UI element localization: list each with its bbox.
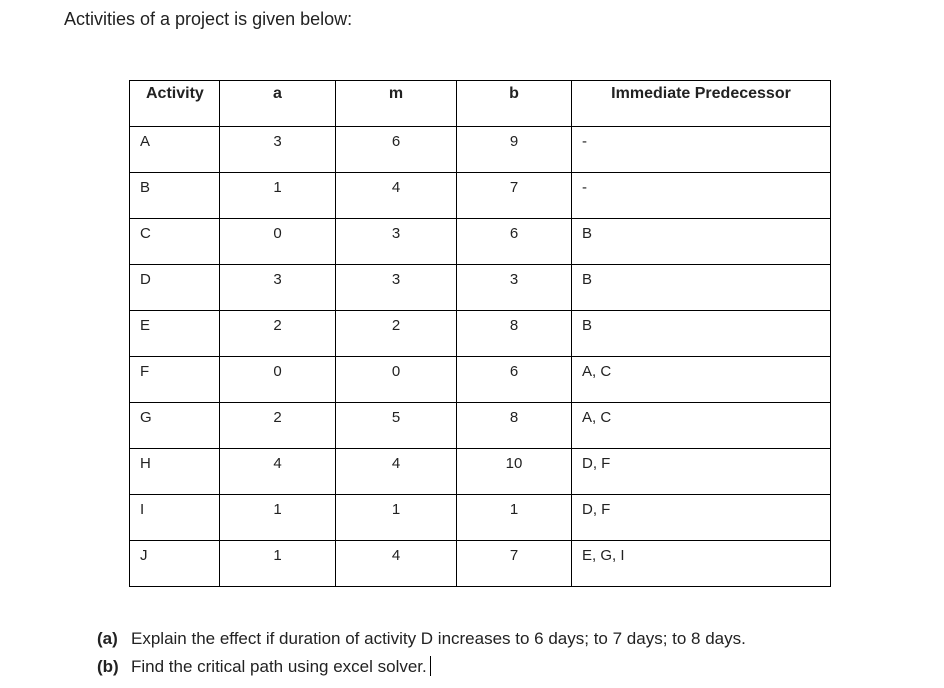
question-b	[97, 653, 746, 681]
cell-b: 6	[457, 219, 572, 265]
cell-predecessor: A, C	[572, 403, 831, 449]
cell-a: 4	[220, 449, 336, 495]
cell-m: 4	[336, 449, 457, 495]
cell-a: 2	[220, 403, 336, 449]
table-row	[130, 127, 831, 173]
cell-activity: E	[130, 311, 220, 357]
question-b-label: (b)	[97, 657, 119, 676]
cell-m: 6	[336, 127, 457, 173]
cell-activity: C	[130, 219, 220, 265]
cell-predecessor: E, G, I	[572, 541, 831, 587]
table-row	[130, 357, 831, 403]
cell-m: 2	[336, 311, 457, 357]
cell-m: 3	[336, 265, 457, 311]
table-body	[130, 127, 831, 587]
question-a-text: Explain the effect if duration of activity D increases to 6 days; to 7 days; to 8 days.	[131, 629, 746, 648]
cell-b: 10	[457, 449, 572, 495]
cell-m: 1	[336, 495, 457, 541]
table-row	[130, 449, 831, 495]
cell-m: 4	[336, 541, 457, 587]
cell-m: 0	[336, 357, 457, 403]
cell-activity: G	[130, 403, 220, 449]
cell-b: 8	[457, 311, 572, 357]
table-row	[130, 403, 831, 449]
cell-activity: J	[130, 541, 220, 587]
intro-text: Activities of a project is given below:	[64, 9, 353, 29]
questions	[97, 625, 746, 681]
table-row	[130, 495, 831, 541]
header-a: a	[220, 81, 336, 127]
cell-b: 3	[457, 265, 572, 311]
cell-predecessor: -	[572, 127, 831, 173]
cell-a: 1	[220, 541, 336, 587]
cell-b: 6	[457, 357, 572, 403]
cell-b: 1	[457, 495, 572, 541]
cell-a: 1	[220, 495, 336, 541]
table-row	[130, 173, 831, 219]
question-b-text: Find the critical path using excel solver.	[131, 657, 427, 676]
cell-activity: B	[130, 173, 220, 219]
cell-predecessor: -	[572, 173, 831, 219]
question-a-label: (a)	[97, 629, 118, 648]
header-activity: Activity	[130, 81, 220, 127]
cell-activity: D	[130, 265, 220, 311]
activity-table	[129, 80, 831, 587]
text-cursor	[430, 656, 431, 676]
cell-a: 3	[220, 265, 336, 311]
cell-b: 7	[457, 173, 572, 219]
cell-a: 2	[220, 311, 336, 357]
question-a	[97, 625, 746, 653]
cell-predecessor: B	[572, 219, 831, 265]
header-b: b	[457, 81, 572, 127]
cell-activity: A	[130, 127, 220, 173]
table-row	[130, 541, 831, 587]
cell-a: 1	[220, 173, 336, 219]
cell-predecessor: A, C	[572, 357, 831, 403]
cell-m: 4	[336, 173, 457, 219]
cell-a: 0	[220, 357, 336, 403]
cell-b: 7	[457, 541, 572, 587]
table-row	[130, 311, 831, 357]
cell-predecessor: D, F	[572, 495, 831, 541]
header-row	[130, 81, 831, 127]
cell-b: 9	[457, 127, 572, 173]
cell-activity: F	[130, 357, 220, 403]
cell-m: 3	[336, 219, 457, 265]
cell-predecessor: B	[572, 265, 831, 311]
header-m: m	[336, 81, 457, 127]
table-row	[130, 219, 831, 265]
cell-a: 0	[220, 219, 336, 265]
cell-a: 3	[220, 127, 336, 173]
cell-b: 8	[457, 403, 572, 449]
cell-predecessor: B	[572, 311, 831, 357]
cell-activity: I	[130, 495, 220, 541]
header-predecessor: Immediate Predecessor	[572, 81, 831, 127]
cell-predecessor: D, F	[572, 449, 831, 495]
table-row	[130, 265, 831, 311]
cell-activity: H	[130, 449, 220, 495]
cell-m: 5	[336, 403, 457, 449]
